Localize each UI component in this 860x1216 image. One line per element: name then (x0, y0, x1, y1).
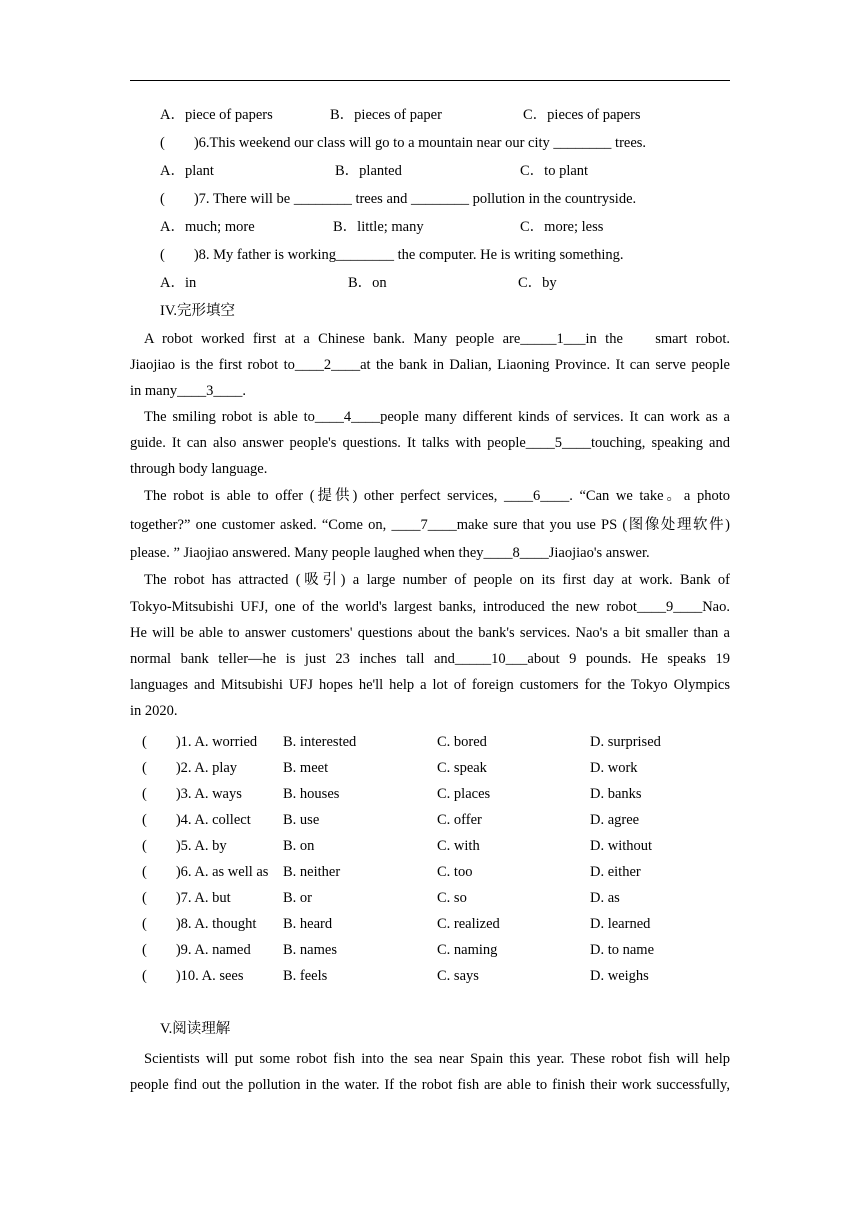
cloze-option-d: D. without (590, 838, 653, 854)
cloze-option-a: ( )1. A. worried (142, 734, 258, 750)
passage-line: Tokyo-Mitsubishi UFJ, one of the world's largest banks, introduced the new robot____9____Nao. (130, 599, 730, 615)
cloze-option-a: ( )10. A. sees (142, 968, 244, 984)
cloze-option-a: ( )7. A. but (142, 890, 231, 906)
cloze-option-a: ( )8. A. thought (142, 916, 257, 932)
passage-line: guide. It can also answer people's questions. It talks with people____5____touching, speaking and (130, 435, 730, 451)
cloze-option-b: B. names (283, 942, 337, 958)
cloze-option-c: C. naming (437, 942, 498, 958)
cloze-option-a: ( )5. A. by (142, 838, 227, 854)
passage-line: languages and Mitsubishi UFJ hopes he'll help a lot of foreign customers for the Tokyo Olympics (130, 677, 730, 693)
cloze-option-d: D. surprised (590, 734, 661, 750)
header-rule (130, 80, 730, 81)
cloze-option-c: C. too (437, 864, 473, 880)
cloze-option-c: C. offer (437, 812, 482, 828)
cloze-option-c: C. realized (437, 916, 500, 932)
q6-stem: ( )6.This weekend our class will go to a mountain near our city ________ trees. (160, 135, 647, 151)
q7-stem: ( )7. There will be ________ trees and ________ pollution in the countryside. (160, 191, 637, 207)
q7-option-a: A．much; more (160, 219, 255, 235)
cloze-option-b: B. heard (283, 916, 333, 932)
cloze-option-a: ( )4. A. collect (142, 812, 251, 828)
q7-option-b: B．little; many (333, 219, 424, 235)
section-iv-heading: IV.完形填空 (160, 303, 236, 319)
cloze-option-b: B. use (283, 812, 320, 828)
q5-option-c: C．pieces of papers (523, 107, 641, 123)
cloze-option-b: B. houses (283, 786, 340, 802)
q6-option-c: C．to plant (520, 163, 589, 179)
cloze-option-d: D. weighs (590, 968, 649, 984)
q8-option-c: C．by (518, 275, 557, 291)
passage-line: A robot worked first at a Chinese bank. Many people are_____1___in the smart robot. (144, 331, 730, 347)
q8-option-b: B．on (348, 275, 387, 291)
q5-option-a: A．piece of papers (160, 107, 273, 123)
cloze-option-b: B. interested (283, 734, 357, 750)
cloze-option-c: C. with (437, 838, 480, 854)
passage-line: please. ” Jiaojiao answered. Many people laughed when they____8____Jiaojiao's answer. (130, 545, 650, 561)
cloze-option-b: B. or (283, 890, 312, 906)
passage-line: together?” one customer asked. “Come on, ____7____make sure that you use PS (图像处理软件) (130, 517, 730, 533)
passage-line: The smiling robot is able to____4____people many different kinds of services. It can work as a (144, 409, 730, 425)
passage-line: in 2020. (130, 703, 178, 719)
q8-option-a: A．in (160, 275, 197, 291)
cloze-option-d: D. as (590, 890, 620, 906)
cloze-option-c: C. places (437, 786, 491, 802)
passage-line: He will be able to answer customers' questions about the bank's services. Nao's a bit smaller than a (130, 625, 730, 641)
cloze-option-b: B. feels (283, 968, 328, 984)
cloze-option-d: D. agree (590, 812, 640, 828)
cloze-option-a: ( )6. A. as well as (142, 864, 269, 880)
cloze-option-c: C. speak (437, 760, 487, 776)
passage-line: Jiaojiao is the first robot to____2____at the bank in Dalian, Liaoning Province. It can serve people (130, 357, 730, 373)
passage-line: in many____3____. (130, 383, 246, 399)
reading-line: people find out the pollution in the water. If the robot fish are able to finish their work successfully, (130, 1077, 730, 1093)
q6-option-b: B．planted (335, 163, 402, 179)
cloze-option-c: C. so (437, 890, 467, 906)
cloze-passage (130, 326, 730, 724)
passage-line: through body language. (130, 461, 268, 477)
reading-line: Scientists will put some robot fish into the sea near Spain this year. These robot fish will help (144, 1051, 730, 1067)
passage-line: normal bank teller—he is just 23 inches tall and_____10___about 9 pounds. He speaks 19 (130, 651, 730, 667)
cloze-option-d: D. learned (590, 916, 651, 932)
cloze-option-d: D. either (590, 864, 641, 880)
section-v-heading: V.阅读理解 (160, 1021, 231, 1037)
q6-option-a: A．plant (160, 163, 214, 179)
reading-passage (130, 1046, 730, 1098)
cloze-option-d: D. banks (590, 786, 642, 802)
cloze-option-c: C. bored (437, 734, 487, 750)
passage-line: The robot has attracted (吸引) a large number of people on its first day at work. Bank of (144, 572, 730, 588)
cloze-option-b: B. meet (283, 760, 329, 776)
cloze-option-a: ( )3. A. ways (142, 786, 242, 802)
passage-line: The robot is able to offer (提供) other perfect services, ____6____. “Can we take。a photo (144, 488, 730, 504)
q7-option-c: C．more; less (520, 219, 604, 235)
cloze-option-a: ( )9. A. named (142, 942, 251, 958)
cloze-option-c: C. says (437, 968, 479, 984)
q5-option-b: B．pieces of paper (330, 107, 442, 123)
cloze-option-b: B. on (283, 838, 315, 854)
q8-stem: ( )8. My father is working________ the computer. He is writing something. (160, 247, 624, 263)
cloze-option-d: D. work (590, 760, 638, 776)
cloze-option-a: ( )2. A. play (142, 760, 238, 776)
cloze-option-d: D. to name (590, 942, 655, 958)
cloze-option-b: B. neither (283, 864, 341, 880)
